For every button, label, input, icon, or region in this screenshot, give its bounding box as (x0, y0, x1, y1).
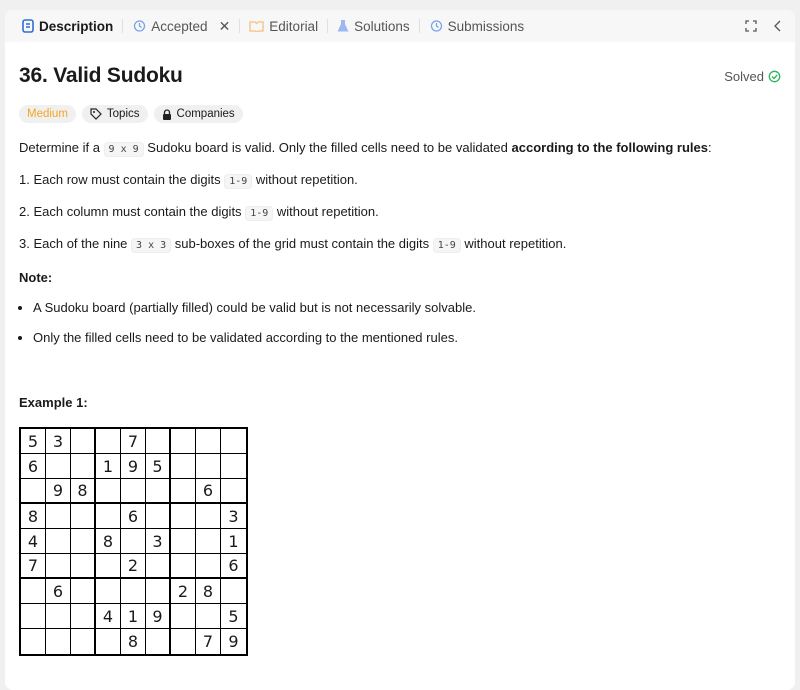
sudoku-cell (46, 454, 71, 479)
collapse-chevron-icon[interactable] (773, 20, 781, 32)
sudoku-cell (146, 629, 171, 654)
sudoku-cell: 9 (46, 479, 71, 504)
divider (239, 19, 240, 33)
divider (327, 19, 328, 33)
tab-description[interactable] (16, 19, 119, 34)
sudoku-cell (96, 504, 121, 529)
sudoku-cell: 2 (171, 579, 196, 604)
divider (122, 19, 123, 33)
sudoku-cell: 1 (221, 529, 246, 554)
tab-label: Accepted (151, 18, 208, 34)
sudoku-cell (71, 629, 96, 654)
tab-label: Description (39, 18, 114, 34)
rule-3: 3. Each of the nine 3 x 3 sub-boxes of the grid must contain the digits 1-9 without repetition. (19, 236, 567, 251)
sudoku-cell (221, 579, 246, 604)
sudoku-cell (46, 629, 71, 654)
tab-solutions[interactable] (331, 19, 416, 34)
note-heading: Note: (19, 270, 53, 285)
sudoku-cell (146, 579, 171, 604)
sudoku-cell (71, 429, 96, 454)
difficulty-badge: Medium (19, 105, 76, 123)
sudoku-cell (196, 554, 221, 579)
sudoku-cell (221, 479, 246, 504)
tab-label: Editorial (269, 18, 319, 34)
check-circle-icon (768, 70, 781, 83)
history-icon (132, 19, 146, 33)
book-icon (249, 20, 264, 32)
sudoku-cell (196, 604, 221, 629)
sudoku-cell (21, 604, 46, 629)
description-content (5, 64, 795, 656)
problem-panel (5, 10, 795, 690)
problem-title: 36. Valid Sudoku (19, 64, 183, 87)
sudoku-cell: 4 (21, 529, 46, 554)
sudoku-cell (196, 454, 221, 479)
sudoku-cell: 4 (96, 604, 121, 629)
sudoku-cell: 6 (121, 504, 146, 529)
sudoku-cell (221, 454, 246, 479)
companies-button[interactable] (154, 105, 243, 123)
sudoku-cell: 6 (196, 479, 221, 504)
status-label: Solved (724, 68, 764, 84)
sudoku-cell: 7 (196, 629, 221, 654)
sudoku-cell: 5 (21, 429, 46, 454)
sudoku-cell (146, 479, 171, 504)
sudoku-cell (121, 579, 146, 604)
sudoku-cell: 3 (46, 429, 71, 454)
sudoku-cell: 5 (146, 454, 171, 479)
topics-label: Topics (106, 108, 140, 120)
sudoku-cell (71, 554, 96, 579)
sudoku-cell (196, 529, 221, 554)
sudoku-cell: 8 (96, 529, 121, 554)
sudoku-cell (171, 629, 196, 654)
rule-2: 2. Each column must contain the digits 1-9 without repetition. (19, 204, 379, 219)
sudoku-cell (171, 529, 196, 554)
sudoku-cell (171, 454, 196, 479)
sudoku-cell (196, 504, 221, 529)
sudoku-cell (121, 479, 146, 504)
sudoku-cell (96, 579, 121, 604)
sudoku-cell: 1 (96, 454, 121, 479)
sudoku-cell: 7 (21, 554, 46, 579)
sudoku-cell: 9 (146, 604, 171, 629)
history-icon (429, 19, 443, 33)
description-icon (22, 19, 34, 33)
sudoku-cell (171, 429, 196, 454)
sudoku-cell: 6 (21, 454, 46, 479)
tab-submissions[interactable] (423, 19, 531, 34)
sudoku-cell (96, 629, 121, 654)
sudoku-cell (21, 579, 46, 604)
sudoku-cell (71, 504, 96, 529)
tab-label: Solutions (354, 18, 410, 34)
sudoku-cell: 3 (221, 504, 246, 529)
sudoku-cell (171, 504, 196, 529)
companies-label: Companies (176, 108, 235, 120)
sudoku-cell (171, 554, 196, 579)
close-icon[interactable]: ✕ (218, 17, 231, 34)
sudoku-cell (171, 604, 196, 629)
sudoku-cell: 8 (121, 629, 146, 654)
note-list (19, 298, 781, 348)
sudoku-cell: 6 (46, 579, 71, 604)
sudoku-cell: 8 (196, 579, 221, 604)
sudoku-cell (46, 604, 71, 629)
sudoku-cell (96, 479, 121, 504)
sudoku-cell: 6 (221, 554, 246, 579)
flask-icon (337, 19, 349, 33)
tab-bar (5, 10, 795, 42)
sudoku-cell (46, 504, 71, 529)
sudoku-cell: 9 (121, 454, 146, 479)
sudoku-cell: 9 (228, 632, 239, 651)
sudoku-cell: 3 (146, 529, 171, 554)
description-paragraph: Determine if a 9 x 9 Sudoku board is valid. Only the filled cells need to be validated according to the following rules: (19, 140, 712, 155)
sudoku-cell: 8 (71, 479, 96, 504)
sudoku-cell (46, 529, 71, 554)
sudoku-cell (71, 529, 96, 554)
sudoku-cell (21, 479, 46, 504)
tab-editorial[interactable] (243, 19, 324, 34)
rule-1: 1. Each row must contain the digits 1-9 without repetition. (19, 172, 358, 187)
sudoku-cell: 8 (21, 504, 46, 529)
lock-icon (162, 109, 172, 120)
sudoku-cell (121, 529, 146, 554)
sudoku-cell (71, 604, 96, 629)
sudoku-cell: 1 (121, 604, 146, 629)
solved-status (724, 69, 781, 84)
sudoku-cell (146, 429, 171, 454)
example-heading: Example 1: (19, 395, 88, 410)
sudoku-cell (46, 554, 71, 579)
sudoku-cell (146, 554, 171, 579)
sudoku-cell (221, 429, 246, 454)
sudoku-cell (71, 454, 96, 479)
sudoku-cell (71, 579, 96, 604)
sudoku-cell (146, 504, 171, 529)
sudoku-cell: 5 (221, 604, 246, 629)
sudoku-board-image (19, 427, 248, 656)
topics-button[interactable] (82, 105, 148, 123)
divider (419, 19, 420, 33)
list-item: • Only the filled cells need to be validated according to the mentioned rules. (33, 328, 781, 348)
tab-accepted[interactable] (126, 18, 236, 35)
sudoku-cell (196, 429, 221, 454)
sudoku-cell: 2 (121, 554, 146, 579)
sudoku-cell (96, 554, 121, 579)
sudoku-cell: 7 (121, 429, 146, 454)
list-item: • A Sudoku board (partially filled) could be valid but is not necessarily solvable. (33, 298, 781, 318)
tab-label: Submissions (447, 18, 525, 34)
tag-icon (90, 108, 102, 120)
expand-icon[interactable] (745, 20, 757, 32)
sudoku-cell (96, 429, 121, 454)
sudoku-cell (171, 479, 196, 504)
sudoku-cell (21, 629, 46, 654)
